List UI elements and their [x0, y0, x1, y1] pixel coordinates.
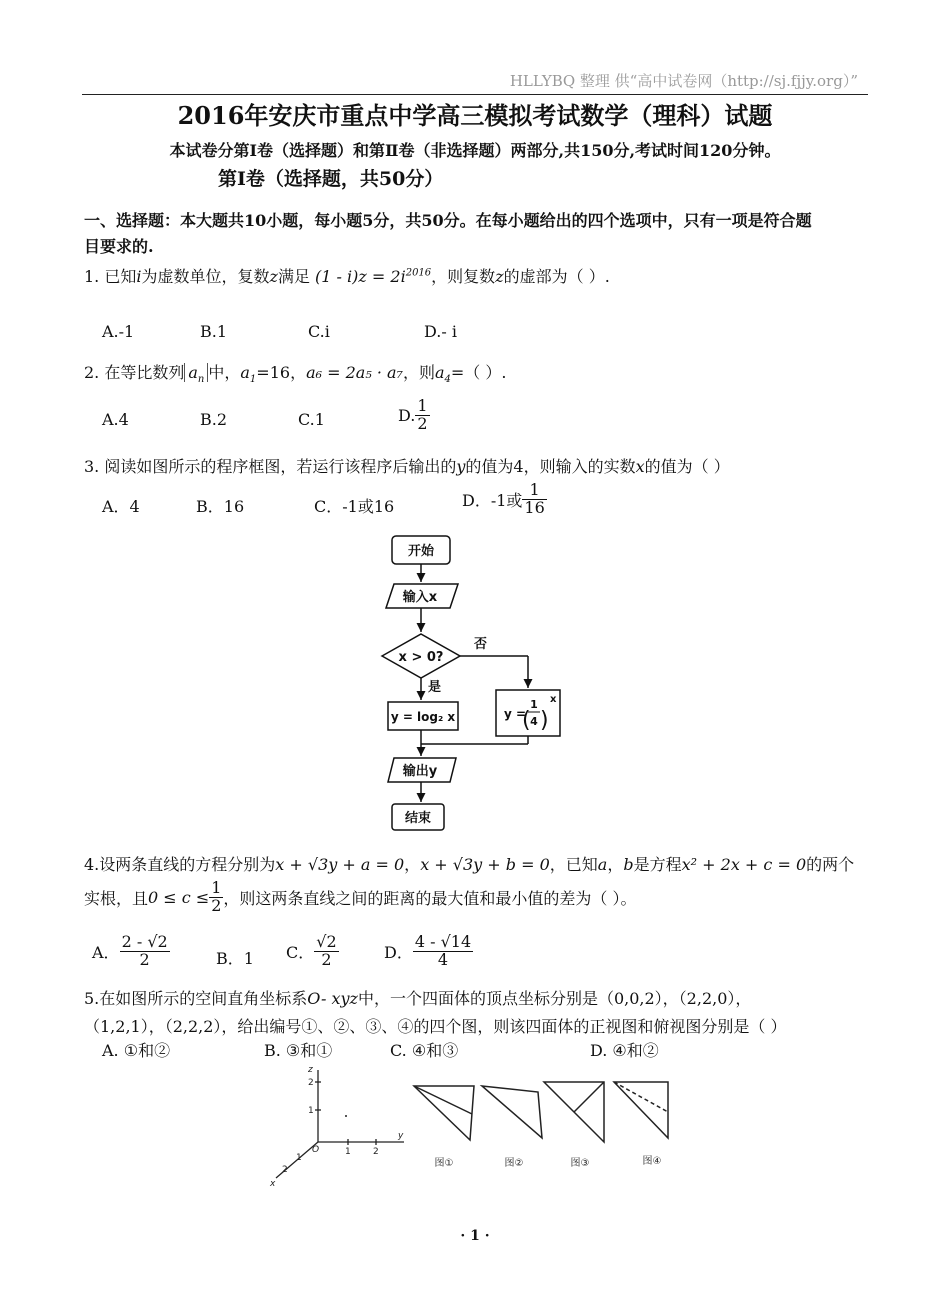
q4-ineq-fraction: $\frac{1}{2}$ [211, 878, 222, 915]
q1-equation: $(1 - i)z = 2i^{2016}$ [315, 267, 432, 286]
q2-option-d[interactable]: D. $\frac{1}{2}$ [398, 396, 428, 433]
q5-option-d[interactable]: D. ④和② [590, 1041, 659, 1060]
origin-label: O [312, 1145, 320, 1155]
flow-input-label: 输入x [402, 590, 438, 605]
q2-option-a[interactable]: A.4 [102, 410, 129, 429]
q2-cond1: $a_1$ [240, 363, 257, 386]
q5-line1-b: 中，一个四面体的顶点坐标分别是（0,0,2），（2,2,0）， [357, 989, 752, 1008]
flowchart [370, 528, 590, 838]
q1-option-d[interactable]: D.- i [424, 322, 457, 341]
q5-line1-a: 5.在如图所示的空间直角坐标系 [84, 989, 308, 1008]
flow-power-den: 4 [530, 715, 538, 728]
tick-z1: 1 [308, 1106, 314, 1116]
question-1 [84, 264, 610, 287]
section-heading-line1: 一、选择题：本大题共10小题，每小题5分，共50分。在每小题给出的四个选项中，只有一项是符合题 [84, 211, 812, 230]
q1-var-i: i [136, 267, 142, 286]
flow-power-num: 1 [530, 698, 538, 711]
q4-line-eq1: x + √3y + a = 0 [275, 855, 405, 874]
flow-power-lhs: y = [504, 707, 527, 721]
flow-output-label: 输出y [402, 764, 438, 779]
flow-start-label: 开始 [407, 544, 435, 559]
question-4-line2 [84, 880, 637, 915]
tick-x1: 1 [296, 1153, 302, 1163]
q1-var-z2: z [495, 267, 504, 286]
question-4 [84, 852, 854, 875]
q3-option-d[interactable]: D．-1或 $\frac{1}{16}$ [462, 480, 545, 517]
q1-option-c[interactable]: C.i [308, 322, 330, 341]
section-heading-line2: 目要求的. [84, 237, 154, 256]
q4-option-a[interactable]: A． $\frac{2 - √2}{2}$ [92, 932, 168, 969]
q1-option-a[interactable]: A.-1 [102, 322, 135, 341]
page-number: · 1 · [460, 1228, 490, 1244]
coordinate-system-figure [266, 1060, 416, 1190]
q5-coord: O- xyz [307, 989, 358, 1008]
q1-stem-d: ，则复数 [431, 267, 496, 286]
q2-ask: $a_4$ [434, 363, 451, 386]
q2-cond1-val: =16， [256, 363, 307, 382]
flow-no-label: 否 [474, 637, 488, 652]
q4-line-eq2: x + √3y + b = 0 [420, 855, 550, 874]
view-figures [406, 1076, 690, 1172]
exam-intro: 本试卷分第Ⅰ卷（选择题）和第Ⅱ卷（非选择题）两部分,共150分,考试时间120分钟。 [169, 141, 781, 160]
q1-var-z: z [269, 267, 278, 286]
q4-stem-b: ，已知 [549, 855, 598, 874]
tick-y1: 1 [345, 1147, 351, 1157]
q4-stem-a: 4.设两条直线的方程分别为 [84, 855, 276, 874]
q1-stem-e: 的虚部为（ ）. [503, 267, 610, 286]
q2-stem-d: =（ ）. [450, 363, 507, 382]
axis-y-label: y [398, 1131, 404, 1141]
question-2 [84, 360, 506, 385]
q2-option-d-fraction: $\frac{1}{2}$ [417, 396, 428, 433]
q4-sep: ， [404, 855, 421, 874]
q4-option-d[interactable]: D． $\frac{4 - √14}{4}$ [384, 932, 472, 969]
q2-sequence: $a_n$ [184, 363, 208, 382]
q3-option-d-fraction: $\frac{1}{16}$ [524, 480, 545, 517]
question-3 [84, 454, 730, 477]
flow-yes-label: 是 [428, 680, 442, 695]
flow-end-label: 结束 [404, 811, 432, 826]
fig3-caption: 图③ [570, 1158, 590, 1169]
fig1-triangle [414, 1086, 474, 1140]
q4-quadratic: x² + 2x + c = 0 [681, 855, 807, 874]
flow-cond-label: x > 0? [398, 650, 444, 665]
q5-option-a[interactable]: A. ①和② [102, 1041, 171, 1060]
q3-option-c[interactable]: C．-1或16 [314, 497, 395, 516]
part-one-heading: 第Ⅰ卷（选择题，共50分） [218, 168, 444, 190]
axis-x-label: x [270, 1179, 276, 1189]
header-note: HLLYBQ 整理 供“高中试卷网（http://sj.fjjy.org）” [509, 72, 858, 90]
q3-option-b[interactable]: B．16 [196, 497, 245, 516]
q3-stem-a: 3. 阅读如图所示的程序框图，若运行该程序后输出的 [84, 457, 457, 476]
question-5 [84, 986, 751, 1009]
q4-var-b: b [623, 855, 634, 874]
flow-paren-left: ( [522, 708, 531, 733]
q2-stem-c: ，则 [402, 363, 435, 382]
q5-option-b[interactable]: B. ③和① [264, 1041, 333, 1060]
q4-comma: ， [607, 855, 624, 874]
header-divider [82, 94, 868, 95]
q5-option-c[interactable]: C. ④和③ [390, 1041, 459, 1060]
q3-stem-b: 的值为4，则输入的实数 [465, 457, 636, 476]
q2-option-b[interactable]: B.2 [200, 410, 228, 429]
q1-stem-c: 满足 [277, 267, 310, 286]
flow-paren-right: ) [540, 708, 549, 733]
q4-option-c[interactable]: C． $\frac{√2}{2}$ [286, 932, 337, 969]
q2-cond2: a₆ = 2a₅ · a₇ [306, 363, 403, 382]
q4-option-b[interactable]: B．1 [216, 949, 254, 968]
q3-var-x: x [635, 457, 645, 476]
tick-x2: 2 [282, 1165, 288, 1175]
q3-option-a[interactable]: A．4 [102, 497, 140, 516]
tick-y2: 2 [373, 1147, 379, 1157]
fig2-triangle [482, 1086, 542, 1138]
q1-stem-b: 为虚数单位，复数 [141, 267, 270, 286]
flow-power-exp: x [550, 694, 557, 705]
q1-stem: 1. 已知 [84, 267, 137, 286]
q2-stem-b: 中， [208, 363, 241, 382]
q2-stem-a: 2. 在等比数列 [84, 363, 185, 382]
fig4-triangle [614, 1082, 668, 1138]
exam-title: 2016年安庆市重点中学高三模拟考试数学（理科）试题 [177, 101, 773, 130]
tick-z2: 2 [308, 1078, 314, 1088]
q1-option-b[interactable]: B.1 [200, 322, 228, 341]
q3-var-y: y [456, 457, 466, 476]
fig2-caption: 图② [504, 1158, 524, 1169]
flow-log-label: y = log₂ x [390, 710, 456, 724]
q3-stem-c: 的值为（ ） [644, 457, 730, 476]
q4-inequality: 0 ≤ c ≤ [148, 887, 210, 907]
question-5-line2: （1,2,1），（2,2,2），给出编号①、②、③、④的四个图，则该四面体的正视图和俯视图分别是（ ） [84, 1017, 787, 1036]
q4-var-a: a [597, 855, 608, 874]
axis-z-label: z [308, 1065, 313, 1075]
fig4-caption: 图④ [642, 1156, 662, 1167]
q4-stem-d: 的两个 [806, 855, 855, 874]
q4-line2-a: 实根，且 [84, 888, 149, 908]
q2-option-c[interactable]: C.1 [298, 410, 325, 429]
q4-stem-c: 是方程 [633, 855, 682, 874]
fig1-caption: 图① [434, 1158, 454, 1169]
q4-line2-b: ，则这两条直线之间的距离的最大值和最小值的差为（ ）。 [223, 888, 637, 908]
